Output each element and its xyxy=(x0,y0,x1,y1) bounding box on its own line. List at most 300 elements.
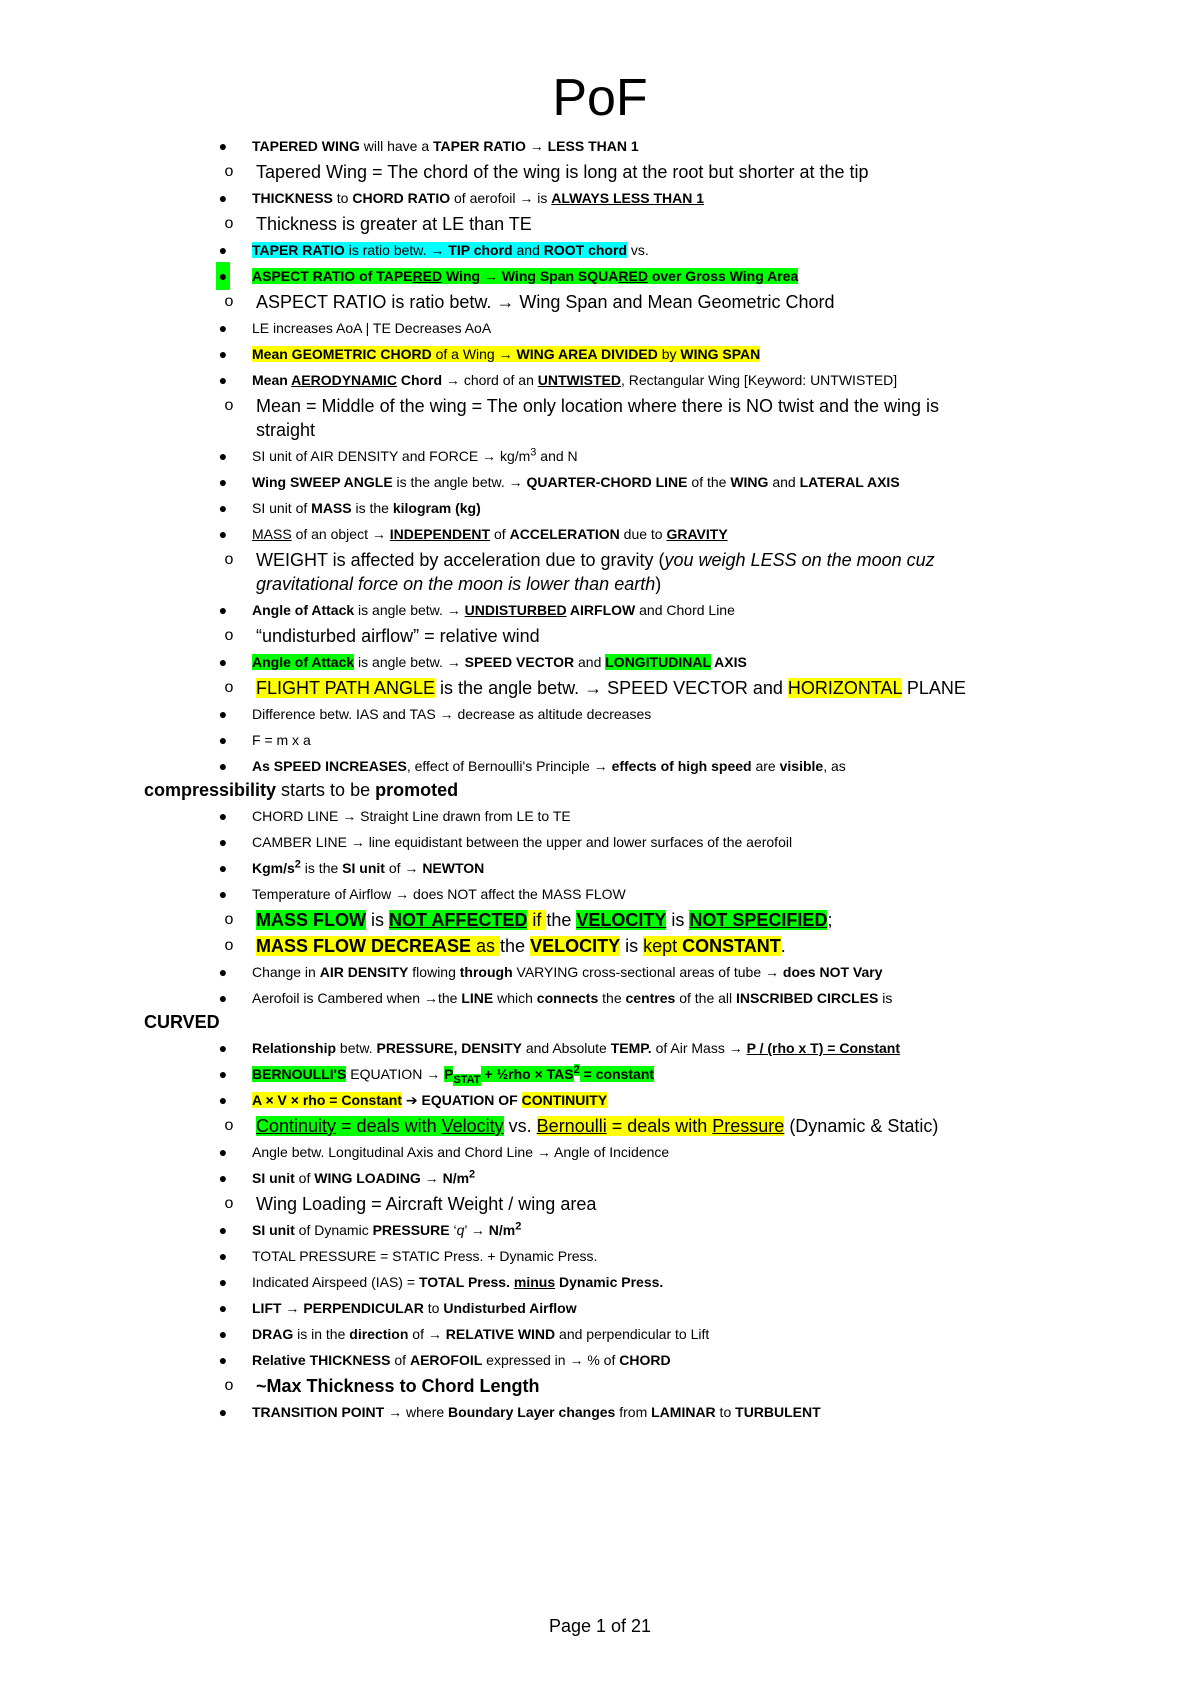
text-run: is xyxy=(666,910,690,930)
text-run: Dynamic Press. xyxy=(559,1274,664,1290)
sub-bullet-icon: o xyxy=(224,937,234,954)
text-run: Mean xyxy=(252,372,292,388)
bullet-icon: ● xyxy=(218,1170,228,1186)
text-run: WING xyxy=(730,474,769,490)
text-run: GRAVITY xyxy=(666,526,728,542)
sub-list-item xyxy=(0,210,1200,238)
bullet-icon: ● xyxy=(218,1144,228,1160)
text-run: Temperature of Airflow → does NOT affect the MASS FLOW xyxy=(252,886,626,902)
text-run: AEROFOIL xyxy=(409,1352,483,1368)
text-run: CAMBER LINE → line equidistant between the upper and lower surfaces of the aerofoil xyxy=(252,834,793,850)
item-text xyxy=(252,520,728,548)
item-text xyxy=(252,802,571,830)
text-run: EQUATION → xyxy=(346,1066,445,1082)
text-run: 2 xyxy=(469,1168,476,1181)
text-run: promoted xyxy=(375,780,459,800)
item-text xyxy=(252,1346,671,1374)
text-run: SI unit of AIR DENSITY and FORCE → kg/m xyxy=(252,448,531,464)
text-run: the xyxy=(546,910,577,930)
list-item xyxy=(108,880,626,908)
item-text xyxy=(252,828,792,856)
list-item-continuation xyxy=(0,416,1200,444)
text-run: PERPENDICULAR xyxy=(303,1300,424,1316)
item-text xyxy=(252,132,639,160)
text-run: is the xyxy=(351,500,393,516)
text-run: ; xyxy=(827,910,833,930)
text-run: → xyxy=(281,1300,304,1316)
bullet-icon: ● xyxy=(218,834,228,850)
bullet-icon: ● xyxy=(216,262,230,290)
list-item xyxy=(108,1398,821,1426)
list-item-continuation xyxy=(0,776,1200,804)
item-text xyxy=(252,184,704,212)
text-run: of the all xyxy=(675,990,737,1006)
text-run: expressed in → % of xyxy=(482,1352,620,1368)
bullet-icon: ● xyxy=(218,346,228,362)
text-run: and Chord Line xyxy=(635,602,735,618)
text-run: vs. xyxy=(503,1116,537,1136)
text-run: WING SPAN xyxy=(680,346,761,362)
text-run: CONSTANT xyxy=(682,936,781,956)
text-run: TIP chord xyxy=(448,242,513,258)
text-run: AERODYNAMIC xyxy=(291,372,397,388)
sub-bullet-icon: o xyxy=(224,1377,234,1394)
list-item xyxy=(108,520,728,548)
text-run: is xyxy=(878,990,893,1006)
text-run: MASS xyxy=(252,526,292,542)
text-run: Wing Loading = Aircraft Weight / wing area xyxy=(256,1194,597,1214)
item-text xyxy=(252,442,578,470)
text-run: PRESSURE xyxy=(372,1222,450,1238)
list-item xyxy=(108,442,578,470)
text-run: ASPECT RATIO xyxy=(252,268,356,284)
text-run: if xyxy=(527,910,547,930)
text-run: LE increases AoA | TE Decreases AoA xyxy=(252,320,492,336)
text-run: and xyxy=(574,654,606,670)
sub-bullet-icon: o xyxy=(224,397,234,414)
text-run: Mean GEOMETRIC CHORD xyxy=(252,346,432,362)
text-run: to xyxy=(715,1404,736,1420)
sub-list-item xyxy=(0,906,1200,934)
text-run: of Air Mass → xyxy=(651,1040,747,1056)
text-run: UNDISTURBED xyxy=(464,602,567,618)
text-run: Velocity xyxy=(441,1116,504,1136)
text-run: ROOT chord xyxy=(543,242,627,258)
text-run: → where xyxy=(384,1404,449,1420)
text-run: TURBULENT xyxy=(735,1404,821,1420)
bullet-icon: ● xyxy=(218,654,228,670)
sub-bullet-icon: o xyxy=(224,627,234,644)
sub-list-item xyxy=(0,158,1200,186)
text-run: and xyxy=(512,242,544,258)
text-run: AIR DENSITY xyxy=(319,964,409,980)
item-text xyxy=(256,1372,540,1400)
text-run: Kgm/s xyxy=(252,860,295,876)
list-item xyxy=(108,262,799,290)
text-run: TAPER RATIO xyxy=(252,242,345,258)
text-run: from xyxy=(615,1404,652,1420)
text-run: → LESS THAN 1 xyxy=(525,138,639,154)
text-run: centres xyxy=(625,990,676,1006)
list-item xyxy=(108,1060,655,1088)
list-item xyxy=(108,1086,608,1114)
text-run: Angle of Attack xyxy=(252,602,355,618)
text-run: WING AREA DIVIDED xyxy=(516,346,658,362)
text-run: you weigh LESS on the moon cuz xyxy=(664,550,935,570)
list-item xyxy=(108,1268,664,1296)
text-run: betw. xyxy=(336,1040,377,1056)
text-run: MASS FLOW xyxy=(256,910,366,930)
text-run: STAT xyxy=(453,1073,481,1086)
item-text xyxy=(256,674,966,702)
text-run: compressibility xyxy=(144,780,277,800)
text-run: is in the xyxy=(293,1326,350,1342)
text-run: of Dynamic xyxy=(294,1222,373,1238)
item-text xyxy=(252,700,651,728)
item-text xyxy=(256,570,661,598)
bullet-icon: ● xyxy=(218,526,228,542)
text-run: Wing SWEEP ANGLE xyxy=(252,474,393,490)
text-run: = deals with xyxy=(606,1116,713,1136)
list-item xyxy=(108,1320,710,1348)
page-title: PoF xyxy=(552,69,648,127)
text-run: 2 xyxy=(573,1064,580,1077)
text-run: VARYING cross-sectional areas of tube → xyxy=(512,964,783,980)
list-item xyxy=(108,1138,670,1166)
text-run: = constant xyxy=(579,1066,655,1082)
list-item xyxy=(108,468,900,496)
text-run: by xyxy=(657,346,681,362)
item-text xyxy=(256,622,540,650)
text-run: connects xyxy=(536,990,599,1006)
item-text xyxy=(252,262,798,290)
text-run: WEIGHT is affected by acceleration due to gravity ( xyxy=(256,550,665,570)
text-run: BERNOULLI'S xyxy=(252,1066,347,1082)
bullet-icon: ● xyxy=(218,138,228,154)
text-run: to xyxy=(423,1300,444,1316)
list-item xyxy=(108,366,898,394)
text-run: P xyxy=(444,1066,454,1082)
text-run: TEMP. xyxy=(610,1040,652,1056)
bullet-icon: ● xyxy=(218,964,228,980)
text-run: Chord xyxy=(396,372,443,388)
sub-bullet-icon: o xyxy=(224,293,234,310)
text-run: VELOCITY xyxy=(576,910,667,930)
text-run: TAPE xyxy=(376,268,413,284)
sub-list-item xyxy=(0,1112,1200,1140)
text-run: over Gross Wing Area xyxy=(647,268,799,284)
text-run: VELOCITY xyxy=(530,936,621,956)
list-item xyxy=(108,700,652,728)
item-text xyxy=(256,1190,596,1218)
list-item xyxy=(108,184,705,212)
text-run: MASS xyxy=(311,500,352,516)
text-run: SI unit xyxy=(252,1222,295,1238)
text-run: changes xyxy=(558,1404,616,1420)
text-run: As SPEED INCREASES xyxy=(252,758,407,774)
item-text xyxy=(256,210,532,238)
item-text xyxy=(252,340,760,368)
item-text xyxy=(252,1138,669,1166)
text-run: Difference betw. IAS and TAS → decrease as altitude decreases xyxy=(252,706,652,722)
text-run: of an object → xyxy=(291,526,390,542)
text-run: INSCRIBED CIRCLES xyxy=(736,990,879,1006)
text-run: is angle betw. → xyxy=(354,654,465,670)
bullet-icon: ● xyxy=(218,1326,228,1342)
text-run: , as xyxy=(823,758,846,774)
sub-bullet-icon: o xyxy=(224,1117,234,1134)
text-run: is the angle betw. → SPEED VECTOR and xyxy=(435,678,788,698)
text-run: kilogram (kg) xyxy=(392,500,481,516)
sub-list-item xyxy=(0,1190,1200,1218)
text-run: ACCELERATION xyxy=(509,526,620,542)
text-run: is xyxy=(620,936,644,956)
text-run: , Rectangular Wing [Keyword: UNTWISTED] xyxy=(620,372,898,388)
text-run: TRANSITION POINT xyxy=(252,1404,385,1420)
text-run: Angle betw. Longitudinal Axis and Chord Line → Angle of Incidence xyxy=(252,1144,670,1160)
bullet-icon: ● xyxy=(218,1066,228,1082)
text-run: NOT SPECIFIED xyxy=(689,910,828,930)
text-run: Angle of Attack xyxy=(252,654,355,670)
text-run: Wing xyxy=(442,268,481,284)
text-run: NOT AFFECTED xyxy=(389,910,528,930)
text-run: QUARTER-CHORD LINE xyxy=(526,474,688,490)
text-run: ’ → xyxy=(464,1222,489,1238)
text-run: high speed xyxy=(677,758,752,774)
list-item xyxy=(108,958,883,986)
page-footer: Page 1 of 21 xyxy=(548,1616,652,1636)
text-run: → chord of an xyxy=(442,372,538,388)
text-run: which xyxy=(493,990,537,1006)
bullet-icon: ● xyxy=(218,808,228,824)
item-text xyxy=(256,158,869,186)
text-run: A × V × rho = Constant xyxy=(252,1092,403,1108)
text-run: DRAG xyxy=(252,1326,294,1342)
item-text xyxy=(252,1034,900,1062)
list-item xyxy=(108,494,481,522)
text-run: and perpendicular to Lift xyxy=(555,1326,710,1342)
list-item xyxy=(108,1242,598,1270)
text-run: = deals with xyxy=(336,1116,442,1136)
text-run: the xyxy=(598,990,626,1006)
text-run: ALWAYS LESS THAN 1 xyxy=(551,190,705,206)
item-text xyxy=(252,1242,597,1270)
text-run: + ½rho × TAS xyxy=(480,1066,574,1082)
text-run: of → xyxy=(408,1326,446,1342)
sub-bullet-icon: o xyxy=(224,679,234,696)
text-run: → xyxy=(420,1170,443,1186)
text-run: and N xyxy=(536,448,578,464)
text-run: 2 xyxy=(515,1220,522,1233)
text-run: straight xyxy=(256,420,316,440)
text-run: LATERAL AXIS xyxy=(799,474,900,490)
text-run: CONTINUITY xyxy=(521,1092,608,1108)
list-item xyxy=(108,648,747,676)
text-run: LIFT xyxy=(252,1300,282,1316)
sub-bullet-icon: o xyxy=(224,215,234,232)
item-text xyxy=(252,366,897,394)
text-run: WING LOADING xyxy=(314,1170,421,1186)
list-item-continuation xyxy=(0,570,1200,598)
item-text xyxy=(252,1398,821,1426)
text-run: INDEPENDENT xyxy=(389,526,491,542)
bullet-icon: ● xyxy=(218,1248,228,1264)
bullet-icon: ● xyxy=(218,860,228,876)
list-item xyxy=(108,596,735,624)
text-run: ➔ EQUATION OF xyxy=(402,1092,522,1108)
text-run: SI unit of xyxy=(252,500,312,516)
item-text xyxy=(252,958,883,986)
text-run: Bernoulli xyxy=(536,1116,607,1136)
text-run: Relationship xyxy=(252,1040,337,1056)
text-run: of xyxy=(294,1170,315,1186)
sub-bullet-icon: o xyxy=(224,911,234,928)
text-run: “undisturbed airflow” = relative wind xyxy=(256,626,540,646)
text-run: Indicated Airspeed (IAS) = xyxy=(252,1274,419,1290)
text-run: SPEED VECTOR xyxy=(464,654,575,670)
item-text xyxy=(252,1320,709,1348)
bullet-icon: ● xyxy=(218,732,228,748)
bullet-icon: ● xyxy=(218,372,228,388)
text-run: gravitational force on the moon is lower than earth xyxy=(256,574,656,594)
item-text xyxy=(252,1086,607,1114)
text-run: flowing xyxy=(408,964,460,980)
bullet-icon: ● xyxy=(218,758,228,774)
text-run: ~Max Thickness to Chord Length xyxy=(256,1376,540,1396)
text-run: and xyxy=(768,474,800,490)
bullet-icon: ● xyxy=(218,190,228,206)
text-run: TOTAL PRESSURE = STATIC Press. + Dynamic Press. xyxy=(252,1248,598,1264)
text-run: effects of xyxy=(611,758,674,774)
text-run: TOTAL Press. xyxy=(418,1274,510,1290)
text-run: SI unit xyxy=(252,1170,295,1186)
text-run: RELATIVE WIND xyxy=(445,1326,556,1342)
item-text xyxy=(252,1294,577,1322)
text-run: due to xyxy=(619,526,667,542)
item-text xyxy=(256,1112,938,1140)
sub-list-item xyxy=(0,288,1200,316)
item-text xyxy=(256,288,835,316)
text-run: is ratio betw. → xyxy=(344,242,449,258)
text-run: is the xyxy=(300,860,343,876)
text-run: F = m x a xyxy=(252,732,311,748)
bullet-icon: ● xyxy=(218,1040,228,1056)
text-run: MASS FLOW DECREASE xyxy=(256,936,472,956)
text-run: q xyxy=(456,1222,465,1238)
text-run: Aerofoil is Cambered when →the xyxy=(252,990,462,1006)
text-run: THICKNESS xyxy=(252,190,333,206)
item-text xyxy=(256,932,786,960)
text-run: (Dynamic & Static) xyxy=(784,1116,939,1136)
list-item xyxy=(108,854,485,882)
text-run: RED xyxy=(412,268,443,284)
item-text xyxy=(144,776,458,804)
text-run: direction xyxy=(349,1326,409,1342)
text-run: is angle betw. → xyxy=(354,602,465,618)
text-run: CHORD xyxy=(619,1352,671,1368)
bullet-icon: ● xyxy=(218,602,228,618)
text-run: Change in xyxy=(252,964,320,980)
bullet-icon: ● xyxy=(218,1274,228,1290)
list-item xyxy=(108,1216,522,1244)
text-run: Thickness is greater at LE than TE xyxy=(256,214,532,234)
item-text xyxy=(252,854,484,882)
item-text xyxy=(252,880,626,908)
text-run: ) xyxy=(655,574,662,594)
sub-bullet-icon: o xyxy=(224,1195,234,1212)
list-item xyxy=(108,1034,900,1062)
text-run: SI unit xyxy=(342,860,385,876)
text-run: Undisturbed Airflow xyxy=(443,1300,577,1316)
sub-list-item xyxy=(0,674,1200,702)
text-run: PRESSURE, DENSITY xyxy=(376,1040,522,1056)
bullet-icon: ● xyxy=(218,1352,228,1368)
sub-list-item xyxy=(0,932,1200,960)
text-run: minus xyxy=(513,1274,556,1290)
text-run: and Absolute xyxy=(521,1040,611,1056)
bullet-icon: ● xyxy=(218,1092,228,1108)
item-text xyxy=(256,416,315,444)
text-run: Relative THICKNESS xyxy=(252,1352,391,1368)
text-run: , effect of Bernoulli's Principle → xyxy=(406,758,612,774)
text-run: will have a xyxy=(359,138,434,154)
text-run: the xyxy=(500,936,531,956)
text-run: to xyxy=(332,190,353,206)
text-run: visible xyxy=(779,758,824,774)
text-run: TAPERED WING xyxy=(252,138,360,154)
text-run: ASPECT RATIO is ratio betw. → Wing Span and Mean Geometric Chord xyxy=(256,292,835,312)
item-text xyxy=(252,1268,663,1296)
sub-bullet-icon: o xyxy=(224,551,234,568)
bullet-icon: ● xyxy=(218,990,228,1006)
bullet-icon: ● xyxy=(218,1222,228,1238)
item-text xyxy=(252,726,311,754)
bullet-icon: ● xyxy=(218,1300,228,1316)
item-text xyxy=(252,236,649,264)
bullet-icon: ● xyxy=(218,448,228,464)
text-run: Mean = Middle of the wing = The only location where there is NO twist and the wing is xyxy=(256,396,940,416)
sub-list-item xyxy=(0,622,1200,650)
item-text xyxy=(252,1060,654,1088)
text-run: FLIGHT PATH ANGLE xyxy=(256,678,436,698)
text-run: LINE xyxy=(461,990,494,1006)
text-run: of a Wing → xyxy=(431,346,517,362)
text-run: . xyxy=(780,936,786,956)
text-run: AXIS xyxy=(710,654,747,670)
text-run: NEWTON xyxy=(422,860,485,876)
item-text xyxy=(256,906,832,934)
text-run: kept xyxy=(643,936,683,956)
text-run: → Wing Span SQUA xyxy=(480,268,619,284)
list-item xyxy=(108,340,761,368)
list-item xyxy=(108,1294,577,1322)
text-run: starts to be xyxy=(276,780,376,800)
text-run: as xyxy=(471,936,501,956)
text-run: through xyxy=(459,964,513,980)
text-run: of xyxy=(490,526,510,542)
list-item-continuation xyxy=(0,1008,1200,1036)
list-item xyxy=(108,828,793,856)
text-run: TAPER RATIO xyxy=(433,138,526,154)
text-run: are xyxy=(751,758,780,774)
item-text xyxy=(144,1008,220,1036)
item-text xyxy=(252,314,491,342)
text-run: N/m xyxy=(442,1170,470,1186)
text-run: LAMINAR xyxy=(651,1404,716,1420)
text-run: CHORD LINE → Straight Line drawn from LE to TE xyxy=(252,808,571,824)
item-text xyxy=(252,468,900,496)
list-item xyxy=(108,726,311,754)
